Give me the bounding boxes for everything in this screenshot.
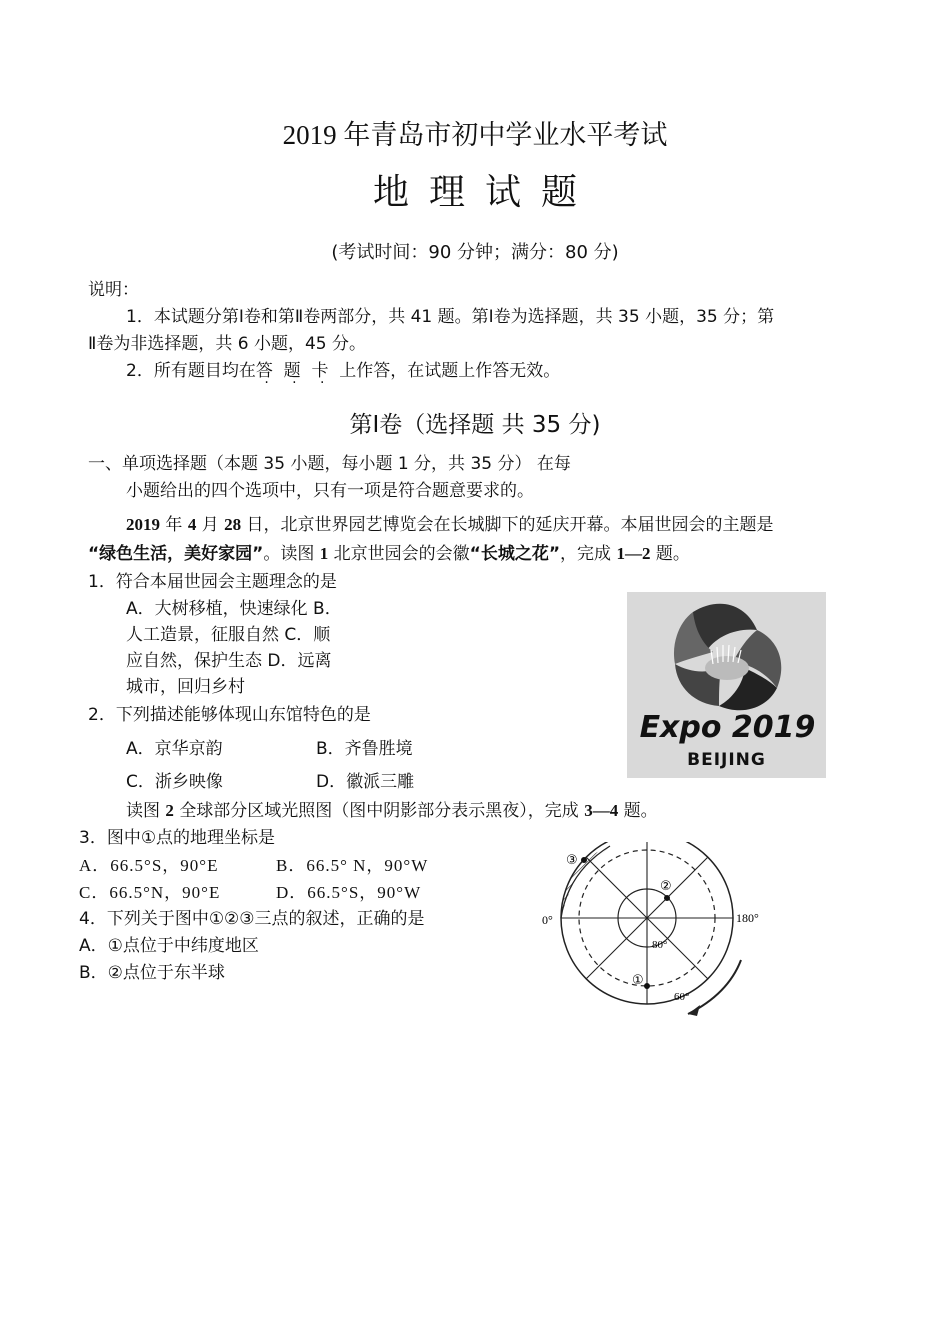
notes-label: 说明：: [88, 280, 139, 300]
q3-option-a: A．66.5°S，90°E: [79, 856, 219, 875]
q3-option-c: C．66.5°N，90°E: [79, 883, 221, 902]
emphasis-char: 答: [255, 361, 273, 381]
exam-info: (考试时间：90 分钟；满分：80 分): [331, 242, 619, 263]
passage-1-text: ，完成: [560, 544, 612, 564]
passage-1-text: 。读图: [263, 544, 315, 564]
date-year: 2019: [126, 515, 160, 534]
figure-number: 2: [165, 801, 174, 820]
date-month: 4: [187, 515, 197, 534]
q2-option-b: B．齐鲁胜境: [316, 739, 413, 759]
q1-options-line-4: 城市，回归乡村: [126, 677, 245, 697]
map-point-3-label: ③: [566, 853, 578, 868]
map-label-0: 0°: [542, 913, 553, 927]
q1-stem: 1．符合本届世园会主题理念的是: [88, 572, 337, 592]
q2-stem: 2．下列描述能够体现山东馆特色的是: [88, 705, 371, 725]
map-point-2-label: ②: [660, 879, 672, 894]
passage-1-line-1: [126, 511, 774, 539]
emblem-name: “长城之花”: [469, 544, 561, 564]
q2-option-d: D．徽派三雕: [316, 772, 415, 792]
date-month-unit: 月: [201, 515, 219, 535]
q1-options-line-3: 应自然，保护生态 D．远离: [126, 651, 332, 671]
q4-stem: 4．下列关于图中①②③三点的叙述，正确的是: [79, 909, 425, 929]
expo-wordmark: Expo 2019: [639, 710, 816, 745]
question-range: 1—2: [616, 544, 651, 563]
map-label-60: 60°: [674, 991, 690, 1003]
section-intro-line-2: 小题给出的四个选项中，只有一项是符合题意要求的。: [126, 481, 534, 501]
q2-option-a: A．京华京韵: [126, 739, 223, 759]
q4-option-a: A．①点位于中纬度地区: [79, 936, 259, 956]
passage-2-text: 读图: [126, 801, 160, 821]
section-title: 第Ⅰ卷（选择题 共 35 分): [349, 412, 601, 438]
note-1-line-2: Ⅱ卷为非选择题，共 6 小题，45 分。: [88, 334, 367, 354]
note-1-line-1: 1．本试题分第Ⅰ卷和第Ⅱ卷两部分，共 41 题。第Ⅰ卷为选择题，共 35 小题，35 分；第: [126, 307, 775, 327]
subject-title: 地理试题: [372, 172, 597, 213]
passage-1-text: 北京世园会的会徽: [333, 544, 470, 564]
passage-1-line-2: [88, 540, 690, 568]
q1-options-line-2: 人工造景，征服自然 C．顺: [126, 625, 331, 645]
expo-2019-logo: [627, 592, 826, 778]
expo-theme: “绿色生活，美好家园”: [88, 544, 264, 564]
note-2: [126, 358, 560, 385]
polar-illumination-diagram: [536, 842, 776, 1020]
note-2-prefix: 2．所有题目均在: [126, 361, 256, 381]
q3-stem: 3．图中①点的地理坐标是: [79, 828, 276, 848]
note-2-suffix: 上作答，在试题上作答无效。: [339, 361, 561, 381]
q3-option-d: D．66.5°S，90°W: [276, 883, 422, 902]
expo-city: BEIJING: [687, 750, 766, 770]
map-point-1-label: ①: [632, 973, 644, 988]
question-range: 3—4: [584, 801, 619, 820]
date-day: 28: [224, 515, 242, 534]
q4-option-b: B．②点位于东半球: [79, 963, 225, 983]
q1-options-line-1: A．大树移植，快速绿化 B．: [126, 599, 342, 619]
q3-option-b: B．66.5° N，90°W: [276, 856, 429, 875]
q2-option-c: C．浙乡映像: [126, 772, 223, 792]
date-year-unit: 年: [165, 515, 183, 535]
map-label-80: 80°: [652, 939, 668, 951]
emphasis-char: 题: [283, 361, 301, 381]
passage-1-text: 日，北京世界园艺博览会在长城脚下的延庆开幕。本届世园会的主题是: [246, 515, 774, 535]
figure-number: 1: [319, 544, 329, 563]
emphasis-char: 卡: [311, 361, 329, 381]
passage-1-text: 题。: [655, 544, 690, 564]
passage-2: [126, 797, 658, 825]
passage-2-text: 全球部分区域光照图（图中阴影部分表示黑夜），完成: [179, 801, 579, 821]
exam-title: 2019 年青岛市初中学业水平考试: [282, 120, 668, 150]
map-label-180: 180°: [736, 911, 759, 925]
passage-2-text: 题。: [623, 801, 658, 821]
illumination-map: [536, 842, 776, 1020]
section-intro-line-1: 一、单项选择题（本题 35 小题，每小题 1 分，共 35 分） 在每: [88, 454, 571, 474]
